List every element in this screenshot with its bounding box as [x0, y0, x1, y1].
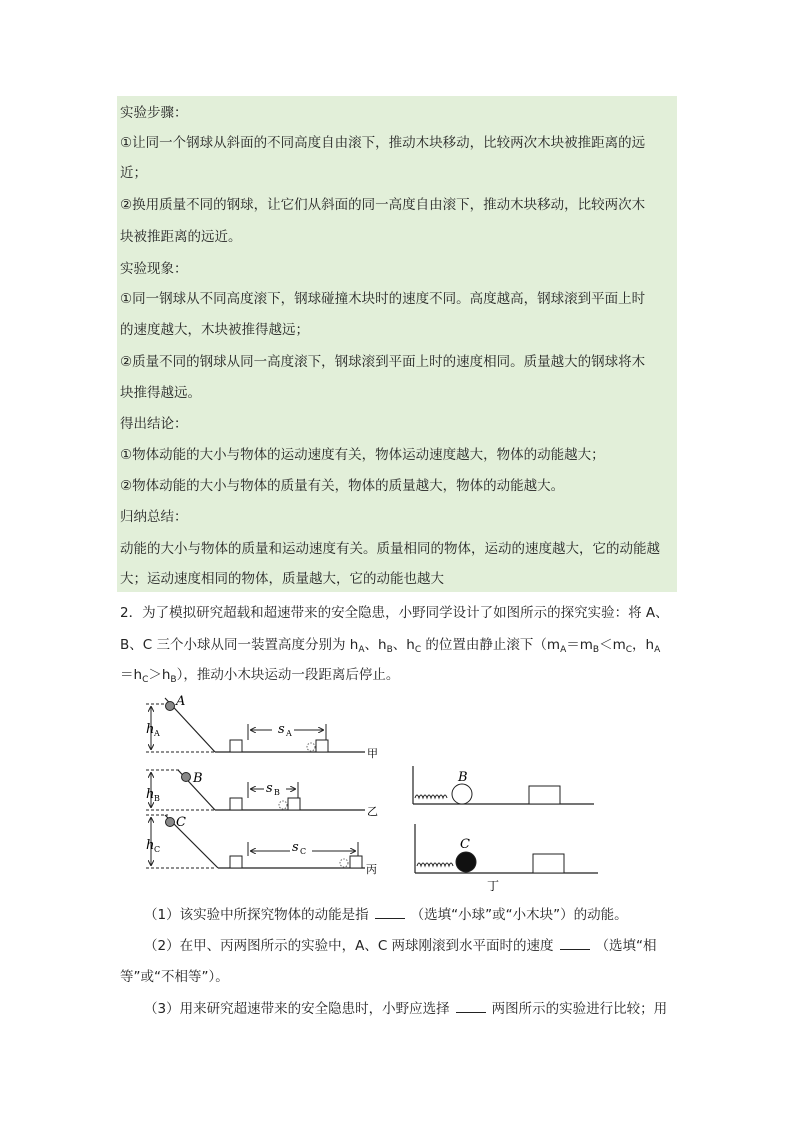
svg-text:B: B — [154, 794, 160, 803]
block-bing-end — [350, 856, 362, 868]
step1-line2: 近； — [120, 165, 147, 181]
svg-text:h: h — [146, 838, 155, 853]
block-yi-end — [288, 798, 300, 810]
diagram-jia — [146, 694, 378, 760]
block-yi-start — [230, 798, 242, 810]
induction-line2: 大；运动速度相同的物体，质量越大，它的动能也越大 — [120, 571, 444, 587]
label-jia: 甲 — [367, 747, 378, 760]
block-bing-start — [230, 856, 242, 868]
label-ball-b: B — [193, 771, 203, 786]
label-ding: 丁 — [487, 879, 500, 893]
ball-c — [166, 818, 175, 827]
svg-text:s: s — [266, 781, 273, 796]
phenomena-heading: 实验现象： — [120, 261, 188, 277]
block-jia-end — [316, 740, 328, 752]
step2-line2: 块被推距离的远近。 — [120, 229, 242, 245]
svg-text:A: A — [154, 729, 160, 738]
diagram-ding-top — [413, 766, 594, 804]
label-ball-a: A — [176, 694, 186, 709]
diagram-bing — [146, 815, 377, 876]
ball-a — [166, 702, 175, 711]
label-s: s — [278, 722, 285, 737]
question-line2: B、C 三个小球从同一装置高度分别为 $h_A$、$h_B$、$h_C$ 的位置由静止滚下（$m_A=m_B<m_C$，$h_A$ — [120, 637, 661, 655]
question-number: 2． — [120, 605, 143, 621]
conclusion-1: ①物体动能的大小与物体的运动速度有关，物体运动速度越大，物体的动能越大； — [120, 447, 605, 463]
block-ding-bottom — [533, 854, 564, 873]
subquestion-2-cont: 等”或“不相等”）。 — [120, 969, 229, 985]
answer-blank-1[interactable] — [375, 908, 405, 919]
subquestion-3: （3）用来研究超速带来的安全隐患时，小野应选择 两图所示的实验进行比较；用 — [144, 1001, 668, 1017]
ball-b — [182, 773, 191, 782]
answer-blank-3[interactable] — [456, 1002, 486, 1013]
question-line1: 2．为了模拟研究超载和超速带来的安全隐患，小野同学设计了如图所示的探究实验：将 A、 — [120, 605, 669, 621]
svg-text:B: B — [458, 770, 468, 785]
conclusion-heading: 得出结论： — [120, 416, 188, 432]
svg-text:C: C — [154, 845, 161, 854]
question-line3: $=h_C>h_B$），推动小木块运动一段距离后停止。 — [120, 667, 400, 685]
induction-heading: 归纳总结： — [120, 509, 188, 525]
diagram-yi — [146, 770, 378, 818]
svg-text:h: h — [146, 787, 155, 802]
label-bing: 丙 — [366, 863, 377, 876]
svg-text:C: C — [300, 847, 307, 856]
diagram-ding-bottom — [415, 824, 598, 893]
subquestion-2: （2）在甲、丙两图所示的实验中，A、C 两球刚滚到水平面时的速度 （选填“相 — [144, 938, 657, 954]
step2-line1: ②换用质量不同的钢球，让它们从斜面的同一高度自由滚下，推动木块移动，比较两次木 — [120, 197, 646, 213]
label-ball-c: C — [176, 815, 186, 830]
phenomenon2-line1: ②质量不同的钢球从同一高度滚下，钢球滚到平面上时的速度相同。质量越大的钢球将木 — [120, 354, 646, 370]
steps-heading: 实验步骤： — [120, 105, 188, 121]
conclusion-2: ②物体动能的大小与物体的质量有关，物体的质量越大，物体的动能越大。 — [120, 478, 565, 494]
block-jia-start — [230, 740, 242, 752]
step1-line1: ①让同一个钢球从斜面的不同高度自由滚下，推动木块移动，比较两次木块被推距离的远 — [120, 135, 646, 151]
phenomenon1-line1: ①同一钢球从不同高度滚下，钢球碰撞木块时的速度不同。高度越高，钢球滚到平面上时 — [120, 291, 646, 307]
induction-line1: 动能的大小与物体的质量和运动速度有关。质量相同的物体，运动的速度越大，它的动能越 — [120, 541, 660, 557]
svg-text:A: A — [286, 729, 292, 738]
phenomenon2-line2: 块推得越远。 — [120, 385, 201, 401]
answer-blank-2[interactable] — [560, 939, 590, 950]
spring-icon — [415, 795, 447, 798]
phenomenon1-line2: 的速度越大，木块被推得越远； — [120, 322, 309, 338]
svg-text:C: C — [460, 837, 470, 852]
subquestion-1: （1）该实验中所探究物体的动能是指 （选填“小球”或“小木块”）的动能。 — [144, 907, 628, 923]
block-ding-top — [529, 786, 560, 804]
label-yi: 乙 — [367, 805, 378, 818]
ball-c-right — [456, 852, 476, 872]
label-h: h — [146, 722, 155, 737]
svg-text:s: s — [292, 840, 299, 855]
ball-b-right — [452, 784, 472, 804]
svg-text:B: B — [274, 788, 280, 797]
